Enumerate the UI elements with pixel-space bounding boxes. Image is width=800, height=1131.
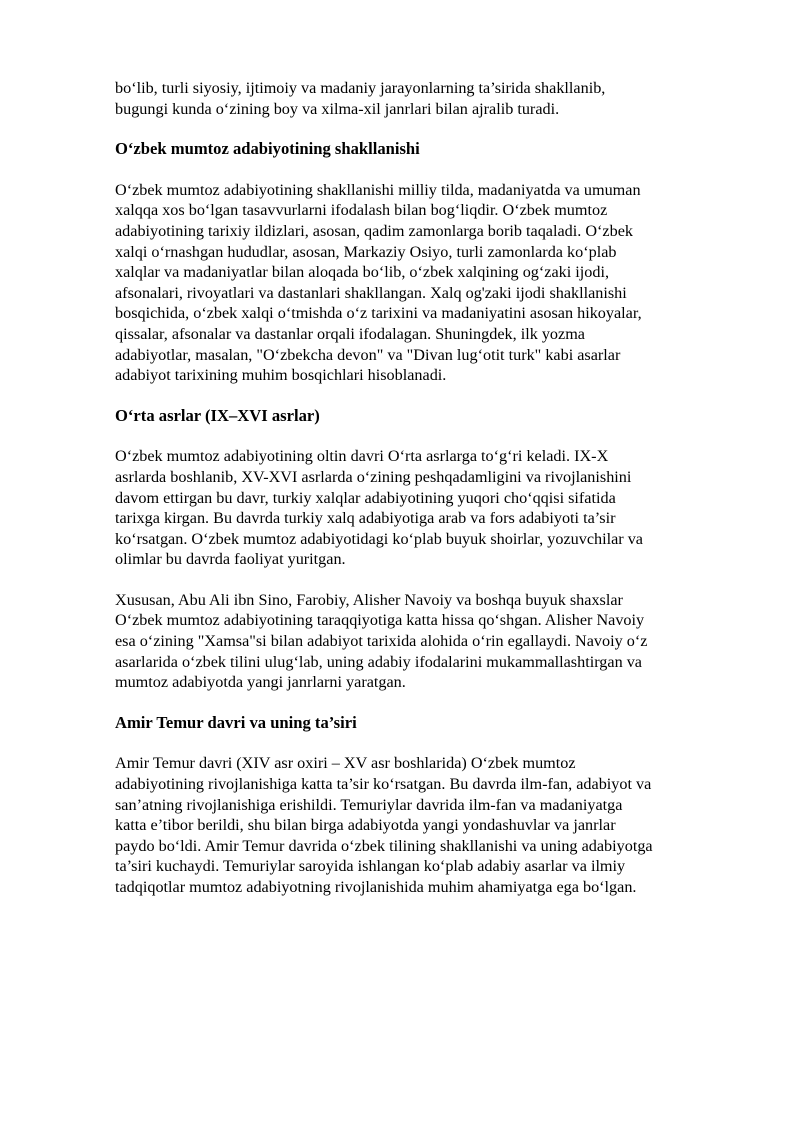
section-heading-amir-temur [115,713,760,734]
text-line: ko‘rsatgan. O‘zbek mumtoz adabiyotidagi ko‘plab buyuk shoirlar, yozuvchilar va [115,529,643,548]
text-line: tarixga kirgan. Bu davrda turkiy xalq adabiyotiga arab va fors adabiyoti ta’sir [115,509,616,528]
text-line: qissalar, afsonalar va dastanlar orqali ifodalagan. Shuningdek, ilk yozma [115,324,585,343]
text-line: davom ettirgan bu davr, turkiy xalqlar adabiyotining yuqori cho‘qqisi sifatida [115,488,616,507]
text-line: ta’siri kuchaydi. Temuriylar saroyida ishlangan ko‘plab adabiy asarlar va ilmiy [115,857,626,876]
text-line: san’atning rivojlanishiga erishildi. Temuriylar davrida ilm-fan va madaniyatga [115,795,623,814]
paragraph-middle-ages [115,446,760,570]
text-line: asrlarda boshlanib, XV-XVI asrlarda o‘zining peshqadamligini va rivojlanishini [115,467,632,486]
text-line: afsonalari, rivoyatlari va dastanlari shakllangan. Xalq og'zaki ijodi shakllanishi [115,283,627,302]
text-line: O‘zbek mumtoz adabiyotining shakllanishi milliy tilda, madaniyatda va umuman [115,180,641,199]
text-line: bugungi kunda o‘zining boy va xilma-xil janrlari bilan ajralib turadi. [115,99,560,118]
text-line: bo‘lib, turli siyosiy, ijtimoiy va madaniy jarayonlarning ta’sirida shakllanib, [115,79,606,97]
paragraph-amir-temur [115,753,760,897]
text-line: Amir Temur davri (XIV asr oxiri – XV asr boshlarida) O‘zbek mumtoz [115,754,576,773]
text-line: xalqqa xos bo‘lgan tasavvurlarni ifodalash bilan bog‘liqdir. O‘zbek mumtoz [115,201,608,220]
text-line: adabiyotining rivojlanishiga katta ta’sir ko‘rsatgan. Bu davrda ilm-fan, adabiyot va [115,775,652,794]
paragraph-navoiy [115,590,760,693]
paragraph-formation [115,180,760,386]
text-line: asarlarida o‘zbek tilini ulug‘lab, uning adabiy ifodalarini mukammallashtirgan va [115,652,642,671]
text-line: olimlar bu davrda faoliyat yuritgan. [115,550,346,569]
text-line: xalqlar va madaniyatlar bilan aloqada bo‘lib, o‘zbek xalqining og‘zaki ijodi, [115,263,610,282]
text-line: esa o‘zining "Xamsa"si bilan adabiyot tarixida alohida o‘rin egallaydi. Navoiy o‘z [115,632,648,651]
text-line: Xususan, Abu Ali ibn Sino, Farobiy, Alisher Navoiy va boshqa buyuk shaxslar [115,590,623,609]
text-line: adabiyotining tarixiy ildizlari, asosan, qadim zamonlarga borib taqaladi. O‘zbek [115,221,633,240]
text-line: katta e’tibor berildi, shu bilan birga adabiyotda yangi yondashuvlar va janrlar [115,816,616,835]
text-line: adabiyot tarixining muhim bosqichlari hisoblanadi. [115,366,447,385]
text-line: bosqichida, o‘zbek xalqi o‘tmishda o‘z tarixini va madaniyatini asosan hikoyalar, [115,304,642,323]
text-line: xalqi o‘rnashgan hududlar, asosan, Markaziy Osiyo, turli zamonlarda ko‘plab [115,242,617,261]
text-line: O‘zbek mumtoz adabiyotining taraqqiyotiga katta hissa qo‘shgan. Alisher Navoiy [115,611,645,630]
text-line: O‘zbek mumtoz adabiyotining oltin davri O‘rta asrlarga to‘g‘ri keladi. IX-X [115,447,609,466]
text-line: paydo bo‘ldi. Amir Temur davrida o‘zbek tilining shakllanishi va uning adabiyotga [115,836,653,855]
heading-text: Amir Temur davri va uning ta’siri [115,712,357,732]
text-line: adabiyotlar, masalan, "O‘zbekcha devon" va "Divan lug‘otit turk" kabi asarlar [115,345,621,364]
heading-text: O‘rta asrlar (IX–XVI asrlar) [115,405,320,425]
heading-text: O‘zbek mumtoz adabiyotining shakllanishi [115,139,420,159]
text-line: tadqiqotlar mumtoz adabiyotning rivojlanishida muhim ahamiyatga ega bo‘lgan. [115,878,637,896]
section-heading-formation [115,139,760,160]
section-heading-middle-ages [115,406,760,427]
paragraph-intro-continuation [115,78,760,119]
text-line: mumtoz adabiyotda yangi janrlarni yaratgan. [115,673,406,692]
document-page [115,78,760,918]
